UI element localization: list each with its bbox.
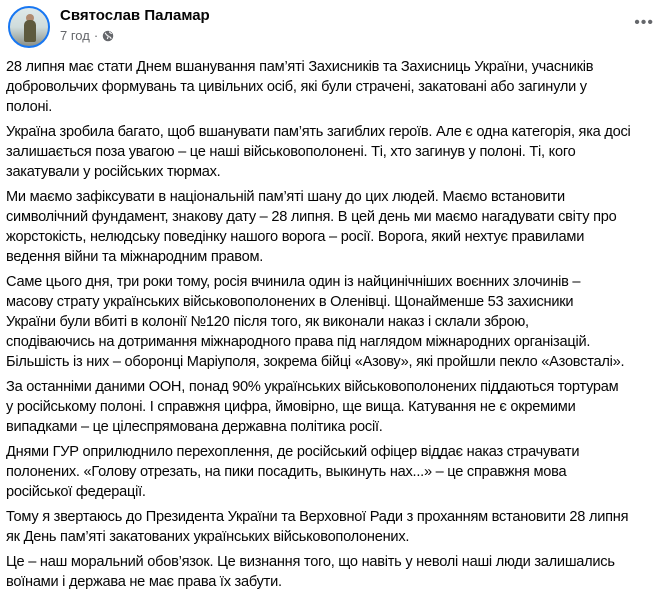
post-paragraph	[6, 122, 631, 182]
text-line: масову страту українських військовополонених в Оленівці. Щонайменше 53 захисники	[6, 294, 574, 310]
text-line: як День пам’яті закатованих українських військовополонених.	[6, 529, 410, 545]
text-line: Україна зробила багато, щоб вшанувати пам’ять загиблих героїв. Але є одна категорія, яка досі	[6, 124, 631, 140]
text-line: полонених. «Голову отрезать, на пики посадить, выкинуть нах...» – це справжня мова	[6, 464, 567, 480]
text-line: жорстокість, нелюдську поведінку нашого ворога – росії. Ворога, який нехтує правилами	[6, 229, 585, 245]
text-line: Це – наш моральний обов’язок. Це визнання того, що навіть у неволі наші люди залишались	[6, 554, 615, 570]
text-line: 28 липня має стати Днем вшанування пам’яті Захисників та Захисниць України, учасників	[6, 59, 594, 75]
text-line: ведення війни та міжнародним правом.	[6, 249, 264, 265]
author-name[interactable]: Святослав Паламар	[60, 7, 210, 24]
text-line: Днями ГУР оприлюднило перехоплення, де російський офіцер віддає наказ страчувати	[6, 444, 580, 460]
text-line: Саме цього дня, три роки тому, росія вчинила один із найцинічніших воєнних злочинів –	[6, 274, 581, 290]
more-options-icon[interactable]: •••	[634, 14, 654, 31]
post-paragraph	[6, 57, 631, 117]
text-line: За останніми даними ООН, понад 90% українських військовополонених піддаються тортурам	[6, 379, 619, 395]
post-meta	[60, 28, 114, 43]
text-line: у російському полоні. І справжня цифра, ймовірно, ще вища. Катування не є окремими	[6, 399, 576, 415]
post-paragraph	[6, 552, 631, 592]
text-line: символічний фундамент, знакову дату – 28 липня. В цей день ми маємо нагадувати світу про	[6, 209, 617, 225]
post-paragraph	[6, 272, 631, 372]
text-line: залишається поза увагою – це наші військовополонені. Ті, хто загинув у полоні. Ті, кого	[6, 144, 576, 160]
post-time[interactable]: 7 год	[60, 28, 90, 43]
post-paragraph	[6, 442, 631, 502]
text-line: Ми маємо зафіксувати в національній пам’яті шану до цих людей. Маємо встановити	[6, 189, 565, 205]
text-line: сподіваючись на дотримання міжнародного права під наглядом міжнародних організацій.	[6, 334, 591, 350]
globe-icon[interactable]	[102, 30, 114, 42]
text-line: України були вбиті в колонії №120 після того, як виконали наказ і склали зброю,	[6, 314, 529, 330]
text-line: закатували у російських тюрмах.	[6, 164, 221, 180]
text-line: воїнами і держава не має права їх забути.	[6, 574, 282, 590]
avatar-figure	[24, 20, 36, 42]
text-line: полоні.	[6, 99, 53, 115]
post-paragraph	[6, 187, 631, 267]
author-avatar[interactable]	[8, 6, 50, 48]
text-line: Тому я звертаюсь до Президента України та Верховної Ради з проханням встановити 28 липня	[6, 509, 629, 525]
meta-separator: ·	[93, 28, 99, 43]
post-paragraph	[6, 507, 631, 547]
text-line: Більшість із них – оборонці Маріуполя, зокрема бійці «Азову», які пройшли пекло «Азовсталі».	[6, 354, 625, 370]
text-line: добровольчих формувань та цивільних осіб, які були страчені, закатовані або загинули у	[6, 79, 587, 95]
post-paragraph	[6, 377, 631, 437]
text-line: випадками – це цілеспрямована державна політика росії.	[6, 419, 383, 435]
post-text	[6, 57, 631, 597]
text-line: російської федерації.	[6, 484, 146, 500]
